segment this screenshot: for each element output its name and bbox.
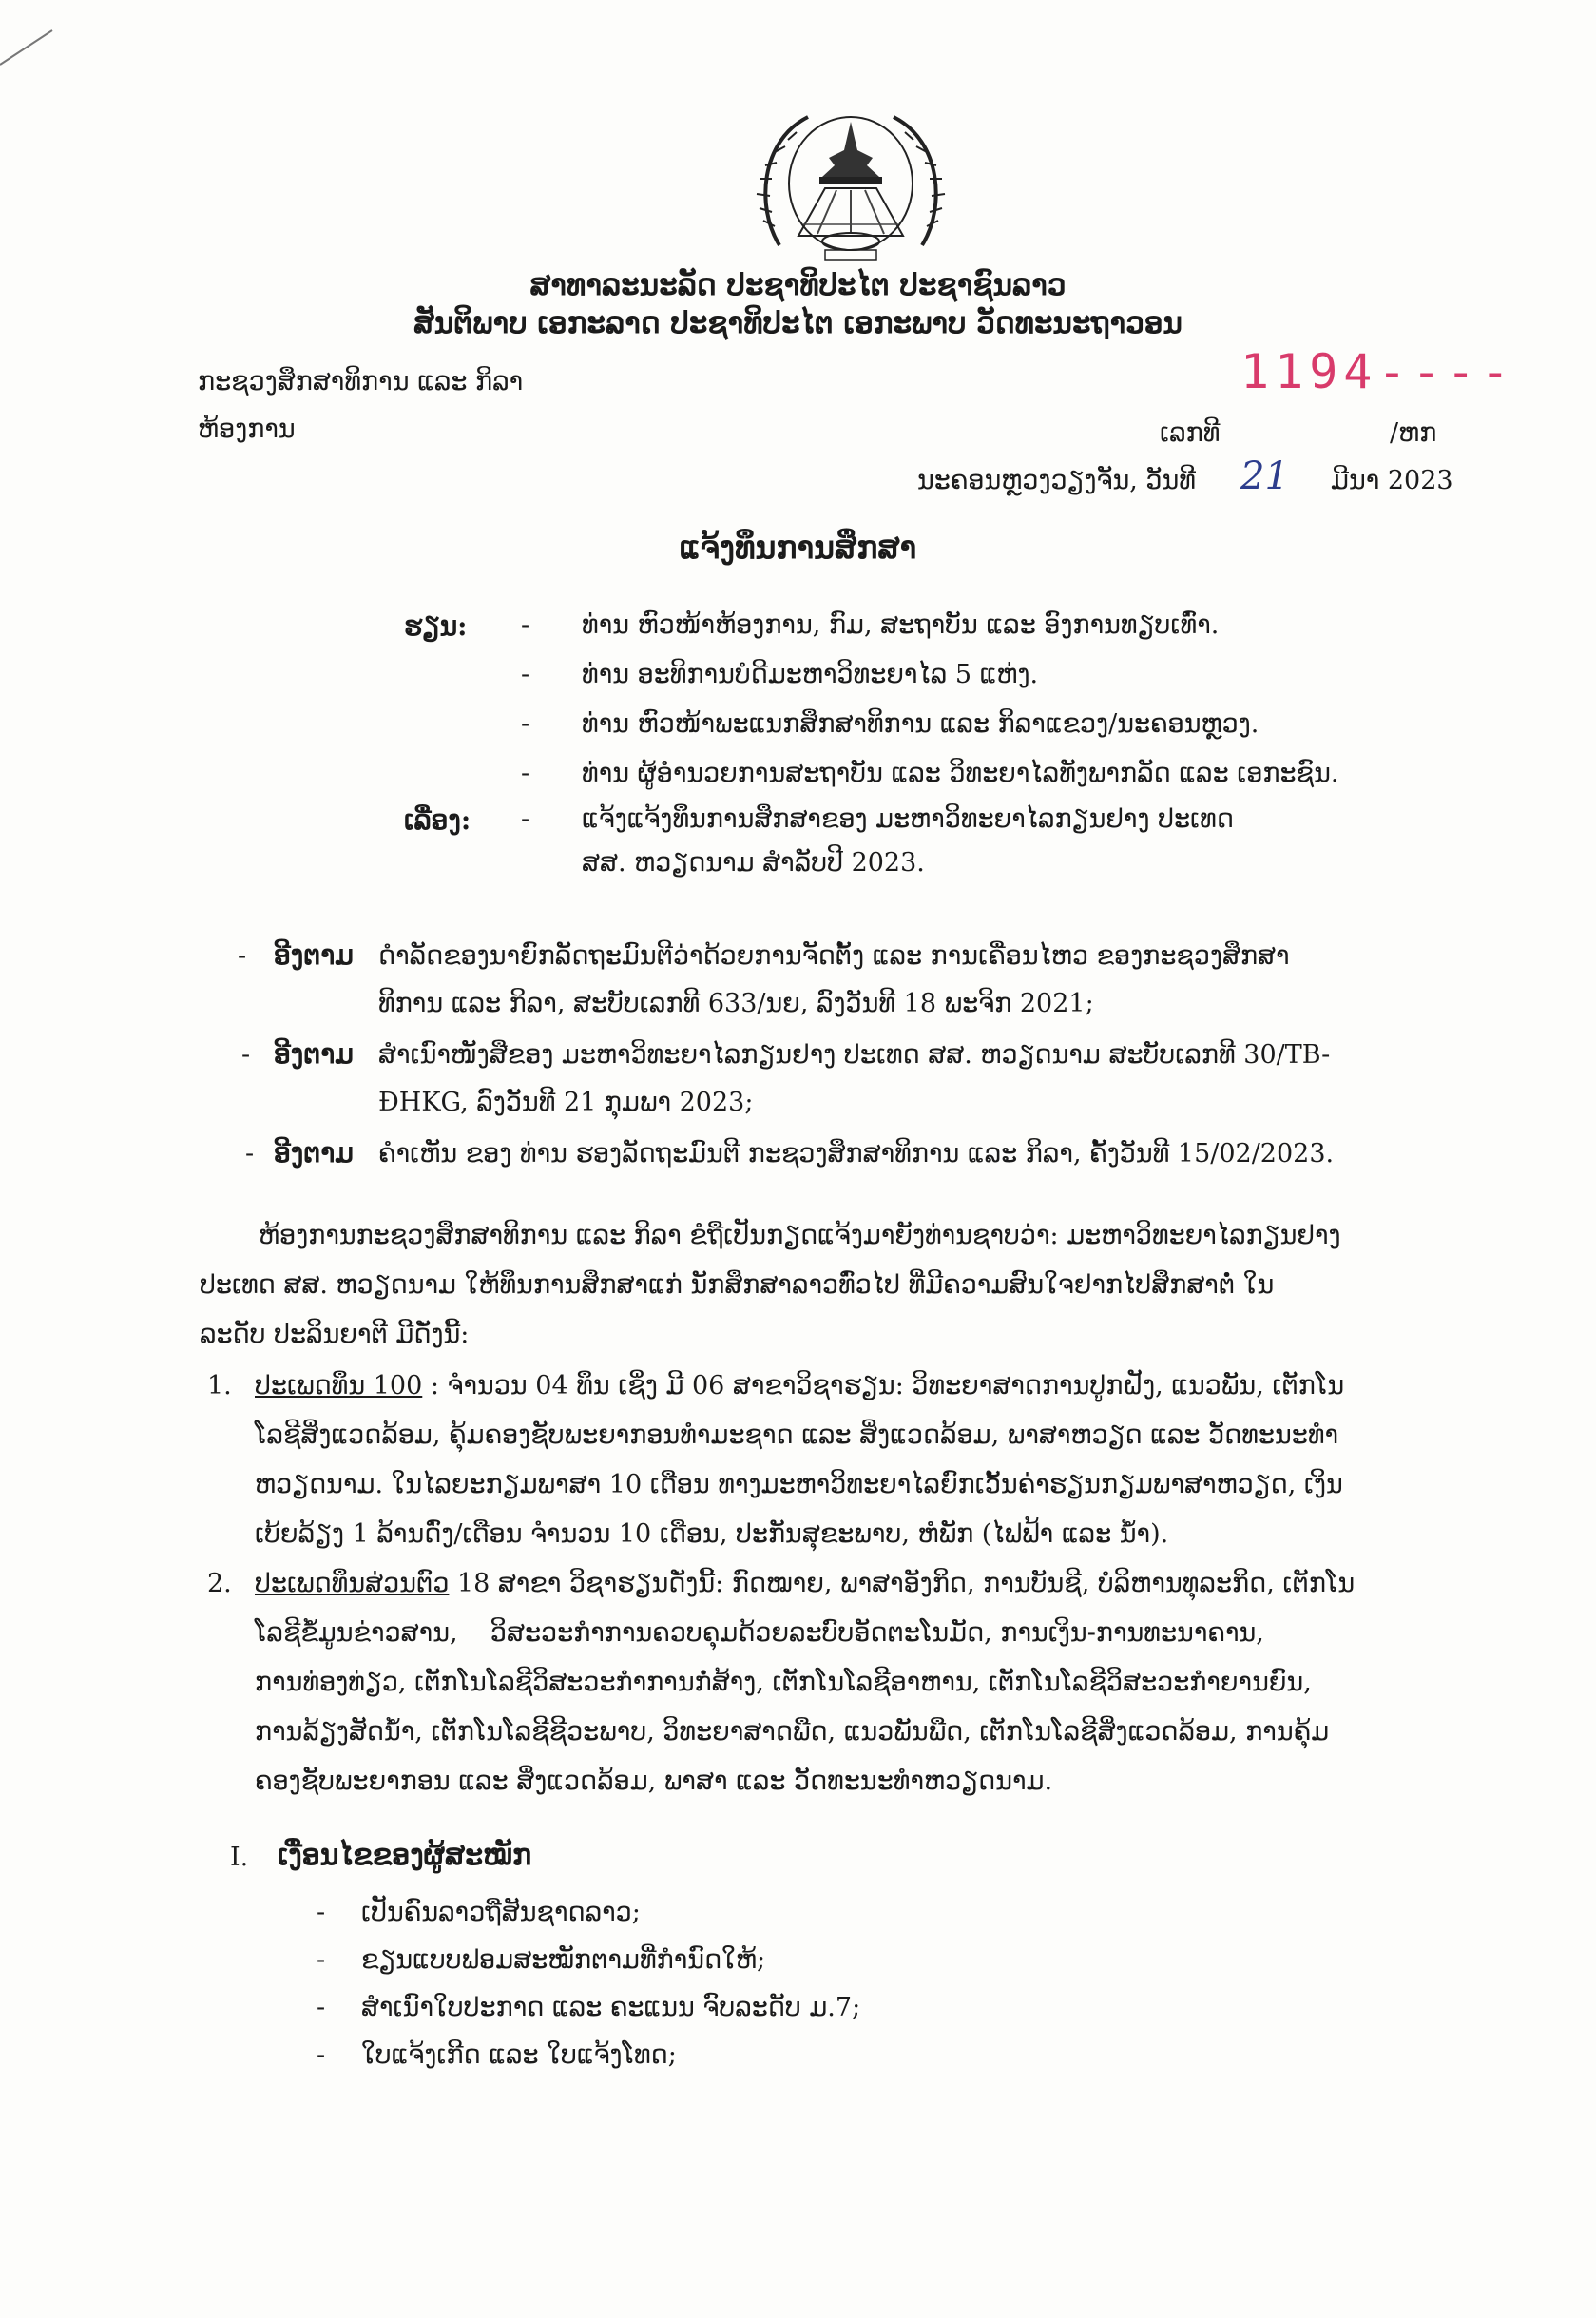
recipient-item: ທ່ານ ອະທິການບໍດີມະຫາວິທະຍາໄລ 5 ແຫ່ງ.: [582, 660, 1039, 689]
reference-label: ອີງຕາມ: [274, 1137, 354, 1169]
reference-number-label: ເລກທີ: [1160, 418, 1221, 448]
scholarship-number: 2.: [207, 1569, 232, 1598]
subject-line: ແຈ້ງແຈ້ງທຶນການສຶກສາຂອງ ມະຫາວິທະຍາໄລກຽນຢາງ ປະເທດ: [582, 804, 1234, 834]
reference-line: ດໍາລັດຂອງນາຍົກລັດຖະມົນຕີວ່າດ້ວຍການຈັດຕັ້ງ ແລະ ການເຄື່ອນໄຫວ ຂອງກະຊວງສຶກສາ: [378, 941, 1290, 971]
intro-line: ລະດັບ ປະລິນຍາຕີ ມີດັ່ງນີ້:: [200, 1320, 470, 1349]
scholarship-first-line: [255, 1371, 1344, 1400]
sender-ministry: ກະຊວງສຶກສາທິການ ແລະ ກິລາ: [198, 367, 524, 396]
recipient-item: ທ່ານ ຫົວໜ້າພະແນກສຶກສາທິການ ແລະ ກິລາແຂວງ/ນະຄອນຫຼວງ.: [582, 709, 1259, 739]
recipient-dash: -: [521, 660, 530, 689]
national-emblem-icon: [751, 103, 951, 264]
scholarship-line: ໂລຊີຂໍ້ມູນຂ່າວສານ, ວິສະວະກໍາການຄວບຄຸມດ້ວຍລະບົບອັດຕະໂນມັດ, ການເງິນ-ການທະນາຄານ,: [255, 1618, 1264, 1648]
subject-dash: -: [521, 804, 530, 834]
document-title: ແຈ້ງທຶນການສຶກສາ: [679, 529, 917, 566]
condition-item: ເປັນຄົນລາວຖືສັນຊາດລາວ;: [361, 1898, 641, 1927]
scholarship-line: ການທ່ອງທ່ຽວ, ເຕັກໂນໂລຊີວິສະວະກໍາການກໍ່ສ້າງ, ເຕັກໂນໂລຊີອາຫານ, ເຕັກໂນໂລຊີວິສະວະກໍາຍານຍົນ,: [255, 1668, 1312, 1697]
scholarship-number: 1.: [207, 1371, 232, 1400]
reference-line: ĐHKG, ລົງວັນທີ 21 ກຸມພາ 2023;: [378, 1088, 754, 1117]
sender-office: ຫ້ອງການ: [198, 415, 296, 444]
section-title: ເງື່ອນໄຂຂອງຜູ້ສະໝັກ: [278, 1839, 532, 1872]
condition-item: ສໍາເນົາໃບປະກາດ ແລະ ຄະແນນ ຈົບລະດັບ ມ.7;: [361, 1993, 861, 2022]
condition-dash: -: [317, 2040, 326, 2070]
motto-line: ສັນຕິພາບ ເອກະລາດ ປະຊາທິປະໄຕ ເອກະພາບ ວັດທະນະຖາວອນ: [413, 306, 1183, 340]
scholarship-line: ຫວຽດນາມ. ໃນໄລຍະກຽມພາສາ 10 ເດືອນ ທາງມະຫາວິທະຍາໄລຍົກເວັ້ນຄ່າຮຽນກຽມພາສາຫວຽດ, ເງິນ: [255, 1470, 1343, 1499]
recipient-dash: -: [521, 759, 530, 788]
condition-dash: -: [317, 1945, 326, 1975]
country-line: ສາທາລະນະລັດ ປະຊາທິປະໄຕ ປະຊາຊົນລາວ: [529, 268, 1067, 302]
reference-number-suffix: /ຫກ: [1390, 418, 1437, 448]
reference-line: ຄໍາເຫັນ ຂອງ ທ່ານ ຮອງລັດຖະມົນຕີ ກະຊວງສຶກສາທິການ ແລະ ກິລາ, ຄັ້ງວັນທີ 15/02/2023.: [378, 1139, 1335, 1169]
scholarship-first-line: [255, 1569, 1355, 1598]
recipient-item: ທ່ານ ຫົວໜ້າຫ້ອງການ, ກົມ, ສະຖາບັນ ແລະ ອົງການທຽບເທົ່າ.: [582, 610, 1220, 640]
reference-line: ສໍາເນົາໜັງສືຂອງ ມະຫາວິທະຍາໄລກຽນຢາງ ປະເທດ ສສ. ຫວຽດນາມ ສະບັບເລກທີ 30/TB-: [378, 1040, 1331, 1070]
recipient-dash: -: [521, 610, 530, 640]
recipient-item: ທ່ານ ຜູ້ອໍານວຍການສະຖາບັນ ແລະ ວິທະຍາໄລທັງພາກລັດ ແລະ ເອກະຊົນ.: [582, 759, 1339, 788]
scholarship-line: ໂລຊີສິ່ງແວດລ້ອມ, ຄຸ້ມຄອງຊັບພະຍາກອນທໍາມະຊາດ ແລະ ສິ່ງແວດລ້ອມ, ພາສາຫວຽດ ແລະ ວັດທະນະທໍາ: [255, 1420, 1339, 1450]
handwritten-document-number: 1194----: [1240, 344, 1515, 399]
intro-line: ປະເທດ ສສ. ຫວຽດນາມ ໃຫ້ທຶນການສຶກສາແກ່ ນັກສຶກສາລາວທົ່ວໄປ ທີ່ມີຄວາມສົນໃຈຢາກໄປສຶກສາຕໍ່ ໃນ: [200, 1270, 1275, 1300]
scholarship-first-line-rest: : ຈໍານວນ 04 ທຶນ ເຊິ່ງ ມີ 06 ສາຂາວິຊາຮຽນ: ວິທະຍາສາດການປູກຝັງ, ແນວພັນ, ເຕັກໂນ: [422, 1371, 1345, 1400]
section-number: I.: [230, 1843, 249, 1872]
scholarship-line: ການລ້ຽງສັດນໍ້າ, ເຕັກໂນໂລຊີຊີວະພາບ, ວິທະຍາສາດພືດ, ແນວພັນພືດ, ເຕັກໂນໂລຊີສິ່ງແວດລ້ອມ, ການຄຸ້ມ: [255, 1717, 1330, 1747]
intro-line: ຫ້ອງການກະຊວງສຶກສາທິການ ແລະ ກິລາ ຂໍຖືເປັນກຽດແຈ້ງມາຍັງທ່ານຊາບວ່າ: ມະຫາວິທະຍາໄລກຽນຢາງ: [259, 1221, 1341, 1250]
reference-dash: -: [245, 1139, 255, 1169]
reference-dash: -: [241, 1040, 251, 1070]
reference-label: ອີງຕາມ: [274, 939, 354, 971]
reference-label: ອີງຕາມ: [274, 1038, 354, 1070]
scholarship-line: ຄອງຊັບພະຍາກອນ ແລະ ສິ່ງແວດລ້ອມ, ພາສາ ແລະ ວັດທະນະທໍາຫວຽດນາມ.: [255, 1767, 1053, 1796]
subject-line: ສສ. ຫວຽດນາມ ສໍາລັບປີ 2023.: [582, 848, 925, 878]
scholarship-type-label: ປະເພດທຶນ 100: [255, 1371, 423, 1400]
condition-dash: -: [317, 1993, 326, 2022]
date-month-year: ມີນາ 2023: [1331, 466, 1453, 495]
scan-edge-mark: [0, 29, 57, 67]
recipients-label: ຮຽນ:: [404, 610, 468, 642]
condition-item: ຂຽນແບບຟອມສະໝັກຕາມທີ່ກໍານົດໃຫ້;: [361, 1945, 766, 1975]
recipient-dash: -: [521, 709, 530, 739]
reference-dash: -: [238, 941, 247, 971]
handwritten-day: 21: [1240, 454, 1289, 498]
scholarship-first-line-rest: 18 ສາຂາ ວິຊາຮຽນດັ່ງນີ້: ກົດໝາຍ, ພາສາອັງກິດ, ການບັນຊີ, ບໍລິຫານທຸລະກິດ, ເຕັກໂນ: [449, 1569, 1356, 1598]
subject-label: ເລື່ອງ:: [404, 804, 471, 836]
condition-dash: -: [317, 1898, 326, 1927]
scholarship-line: ເບ້ຍລ້ຽງ 1 ລ້ານດົ່ງ/ເດືອນ ຈໍານວນ 10 ເດືອນ, ປະກັນສຸຂະພາບ, ຫໍພັກ (ໄຟຟ້າ ແລະ ນໍ້າ).: [255, 1519, 1169, 1549]
condition-item: ໃບແຈ້ງເກີດ ແລະ ໃບແຈ້ງໂທດ;: [361, 2040, 677, 2070]
scholarship-type-label: ປະເພດທຶນສ່ວນຕົວ: [255, 1569, 450, 1598]
place-date-prefix: ນະຄອນຫຼວງວຽງຈັນ, ວັນທີ: [917, 466, 1196, 495]
reference-line: ທິການ ແລະ ກິລາ, ສະບັບເລກທີ 633/ນຍ, ລົງວັນທີ 18 ພະຈິກ 2021;: [378, 989, 1094, 1018]
